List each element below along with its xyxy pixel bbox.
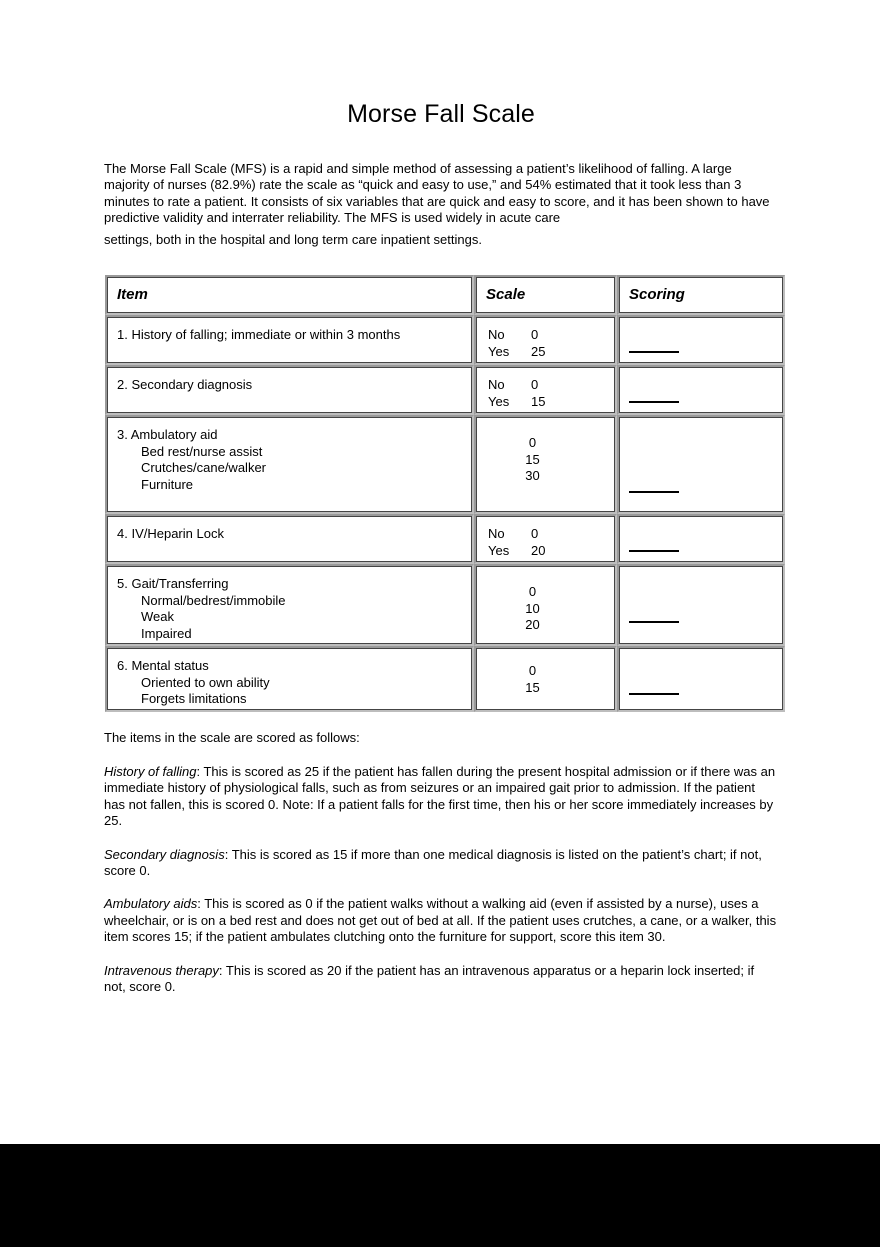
table-cell-scoring[interactable] bbox=[617, 365, 785, 415]
table-header-cell-item bbox=[105, 275, 474, 315]
item-sub-label: Impaired bbox=[141, 625, 192, 641]
bottom-black-band bbox=[0, 1144, 880, 1247]
table-cell-scale bbox=[474, 646, 617, 712]
table-header-cell-scoring bbox=[617, 275, 785, 315]
table-row bbox=[105, 514, 785, 564]
scoring-blank-line[interactable] bbox=[629, 491, 679, 493]
table-cell-scale bbox=[474, 415, 617, 514]
notes-entry-list bbox=[104, 764, 778, 995]
scale-option-label: No bbox=[488, 377, 505, 393]
note-term: History of falling bbox=[104, 763, 197, 779]
scale-option-value: 0 bbox=[528, 663, 537, 679]
table-cell-item bbox=[105, 514, 474, 564]
table-cell-scoring[interactable] bbox=[617, 415, 785, 514]
scale-option-value: 30 bbox=[525, 468, 540, 484]
scale-option bbox=[477, 344, 614, 360]
note-entry bbox=[104, 896, 778, 945]
scale-option-value: 15 bbox=[525, 679, 540, 695]
scale-option-label: No bbox=[488, 327, 505, 343]
table-cell-item bbox=[105, 415, 474, 514]
item-label: 6. Mental status bbox=[117, 658, 209, 674]
note-body: : This is scored as 25 if the patient has fallen during the present hospital admission or if there was an immediate history of physiological falls, such as from seizures or an impaired gait prior to admission. If the patient has not fallen, this is scored 0. Note: If a patient falls for the first time, then his or her score immediately increases by 25. bbox=[104, 763, 776, 829]
scale-option-value: 15 bbox=[525, 451, 540, 467]
scoring-blank-line[interactable] bbox=[629, 351, 679, 353]
item-sub-label: Bed rest/nurse assist bbox=[141, 443, 263, 459]
scoring-blank-line[interactable] bbox=[629, 693, 679, 695]
column-header-scale: Scale bbox=[486, 286, 526, 304]
table-cell-scale bbox=[474, 514, 617, 564]
scale-option-value: 10 bbox=[525, 600, 540, 616]
scale-option bbox=[477, 327, 614, 343]
scale-option-value: 0 bbox=[528, 435, 537, 451]
scoring-blank-line[interactable] bbox=[629, 621, 679, 623]
scale-option-label: Yes bbox=[488, 542, 510, 558]
table-row bbox=[105, 365, 785, 415]
item-sub-label: Crutches/cane/walker bbox=[141, 460, 266, 476]
scale-option-value: 25 bbox=[531, 343, 546, 359]
table-row bbox=[105, 315, 785, 365]
scale-option-label: Yes bbox=[488, 393, 510, 409]
scoring-blank-line[interactable] bbox=[629, 550, 679, 552]
note-term: Ambulatory aids bbox=[104, 896, 198, 912]
morse-fall-scale-table bbox=[105, 275, 785, 712]
item-sub-label: Oriented to own ability bbox=[141, 674, 270, 690]
scoring-blank-line[interactable] bbox=[629, 401, 679, 403]
item-label: 2. Secondary diagnosis bbox=[117, 377, 253, 393]
scale-option-value: 0 bbox=[531, 377, 539, 393]
morse-fall-scale-table-wrapper bbox=[104, 248, 778, 712]
table-cell-item bbox=[105, 646, 474, 712]
note-entry bbox=[104, 963, 778, 996]
page-content bbox=[104, 0, 778, 1012]
note-entry bbox=[104, 764, 778, 830]
table-cell-scoring[interactable] bbox=[617, 646, 785, 712]
note-body: : This is scored as 0 if the patient walks without a walking aid (even if assisted by a nurse), uses a wheelchair, or is on a bed rest and does not get out of bed at all. If the patient uses crutches, a cane, or a walker, this item scores 15; if the patient ambulates clutching onto the furniture for support, score this item 30. bbox=[104, 896, 777, 945]
scale-option-value: 0 bbox=[531, 327, 539, 343]
table-row bbox=[105, 415, 785, 514]
column-header-item: Item bbox=[117, 286, 148, 304]
note-term: Intravenous therapy bbox=[104, 962, 219, 978]
item-label: 3. Ambulatory aid bbox=[117, 427, 218, 443]
scale-option bbox=[477, 526, 614, 542]
scale-option-value: 0 bbox=[531, 526, 539, 542]
item-label: 4. IV/Heparin Lock bbox=[117, 526, 224, 542]
scale-option-value: 20 bbox=[525, 617, 540, 633]
item-label: 1. History of falling; immediate or within 3 months bbox=[117, 327, 401, 343]
intro-paragraph-tail: settings, both in the hospital and long term care inpatient settings. bbox=[104, 231, 482, 247]
note-term: Secondary diagnosis bbox=[104, 846, 225, 862]
column-header-scoring: Scoring bbox=[629, 286, 685, 304]
scale-option bbox=[477, 543, 614, 559]
scale-option-label: No bbox=[488, 526, 505, 542]
table-cell-scale bbox=[474, 365, 617, 415]
table-cell-scoring[interactable] bbox=[617, 315, 785, 365]
item-sub-label: Forgets limitations bbox=[141, 691, 247, 707]
scale-option-label: Yes bbox=[488, 343, 510, 359]
table-body bbox=[105, 275, 785, 712]
table-header-row bbox=[105, 275, 785, 315]
scale-option bbox=[477, 377, 614, 393]
page-title: Morse Fall Scale bbox=[347, 100, 535, 128]
table-cell-item bbox=[105, 365, 474, 415]
table-cell-item bbox=[105, 564, 474, 646]
scoring-notes bbox=[104, 712, 778, 995]
table-cell-scoring[interactable] bbox=[617, 514, 785, 564]
note-body: : This is scored as 20 if the patient has an intravenous apparatus or a heparin lock inserted; if not, score 0. bbox=[104, 962, 755, 994]
note-body: : This is scored as 15 if more than one medical diagnosis is listed on the patient’s chart; if not, score 0. bbox=[104, 846, 762, 878]
intro-paragraph-main: The Morse Fall Scale (MFS) is a rapid and simple method of assessing a patient’s likelihood of falling. A large majority of nurses (82.9%) rate the scale as “quick and easy to use,” and 54% estimated that it took less than 3 minutes to rate a patient. It consists of six variables that are quick and easy to score, and it has been shown to have predictive validity and interrater reliability. The MFS is used widely in acute care bbox=[104, 160, 770, 226]
item-label: 5. Gait/Transferring bbox=[117, 576, 229, 592]
table-row bbox=[105, 564, 785, 646]
notes-lead-in: The items in the scale are scored as follows: bbox=[104, 730, 360, 746]
table-row bbox=[105, 646, 785, 712]
note-entry bbox=[104, 847, 778, 880]
scale-option-value: 20 bbox=[531, 542, 546, 558]
table-header-cell-scale bbox=[474, 275, 617, 315]
scale-option-value: 15 bbox=[531, 393, 546, 409]
item-sub-label: Normal/bedrest/immobile bbox=[141, 592, 286, 608]
scale-option-value: 0 bbox=[528, 584, 537, 600]
table-cell-scale bbox=[474, 564, 617, 646]
table-cell-scoring[interactable] bbox=[617, 564, 785, 646]
item-sub-label: Furniture bbox=[141, 476, 194, 492]
item-sub-label: Weak bbox=[141, 609, 174, 625]
table-cell-item bbox=[105, 315, 474, 365]
scale-option bbox=[477, 394, 614, 410]
intro-paragraph bbox=[104, 129, 778, 249]
table-cell-scale bbox=[474, 315, 617, 365]
